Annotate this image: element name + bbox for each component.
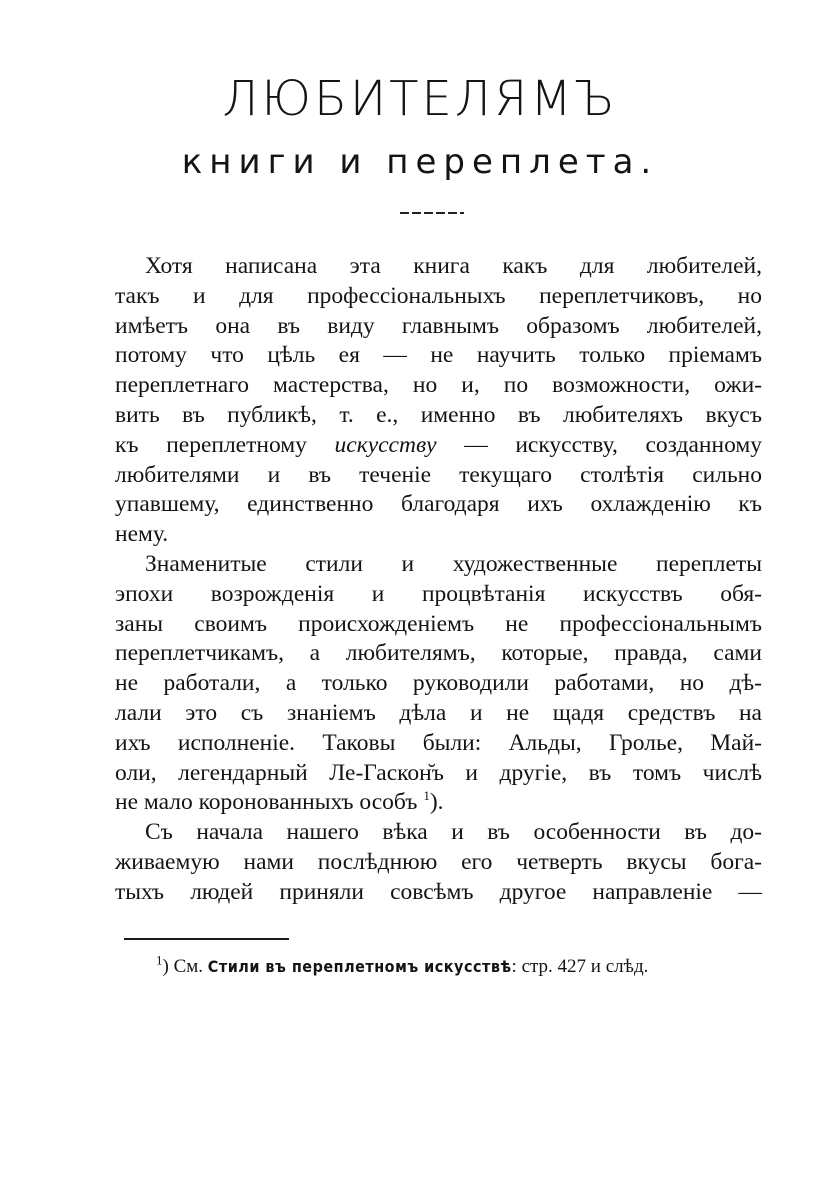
text-line-emphasis: къ переплетному искусству — искусству, созданному [115,431,762,458]
text-line: переплетчикамъ, а любителямъ, которые, правда, сами [115,640,762,667]
title-ornament-divider [400,212,464,214]
text-line: заны своимъ происхожденіемъ не профессіональнымъ [115,610,762,637]
text-line: ихъ исполненіе. Таковы были: Альды, Гролье, Май- [115,729,762,756]
text-line: нему. [115,521,169,548]
text-line: упавшему, единственно благодаря ихъ охлажденію къ [115,491,762,518]
text-line-content: не мало коронованныхъ особъ [115,789,418,816]
text-line: тыхъ людей приняли совсѣмъ другое направленіе — [115,878,762,905]
footnote-divider [124,938,289,940]
text-line-with-footnote [115,788,762,818]
paragraph-3 [115,818,762,907]
paragraph-2 [115,550,762,818]
text-line: оли, легендарный Ле-Гаскон̆ъ и другіе, въ томъ числѣ [115,759,762,786]
footnote-mark: 1 [156,952,163,968]
text-line: не работали, а только руководили работами, но дѣ- [115,670,762,697]
text-line: Съ начала нашего вѣка и въ особенности въ до- [145,819,762,846]
footnote-reference-title: Стили въ переплетномъ искусствѣ [207,957,512,976]
footnote-reference[interactable]: 1 [423,788,430,804]
footnote-suffix: : стр. 427 и слѣд. [511,956,649,977]
text-line: эпохи возрожденія и процвѣтанія искусствъ обя- [115,580,762,607]
text-line: живаемую нами послѣднюю его четверть вкусы бога- [115,848,762,875]
main-text [115,252,762,908]
emphasized-word: искусству [334,431,437,458]
footnote-prefix: ) См. [162,956,208,977]
paragraph-1 [115,252,762,550]
text-line: потому что цѣль ея — не научить только пріемамъ [115,342,762,369]
text-line: Хотя написана эта книга какъ для любителей, [145,253,762,279]
page-title: ЛЮБИТЕЛЯМЪ [222,71,618,127]
footnote [156,952,649,979]
text-line: переплетнаго мастерства, но и, по возможности, ожи- [115,372,762,399]
text-line: такъ и для профессіональныхъ переплетчиковъ, но [115,282,762,309]
text-line: любителями и въ теченіе текущаго столѣтія сильно [115,461,762,488]
text-line: имѣетъ она въ виду главнымъ образомъ любителей, [115,312,762,339]
text-line: Знаменитые стили и художественные переплеты [145,550,762,577]
text-line: вить въ публикѣ, т. е., именно въ любителяхъ вкусъ [115,401,762,428]
text-line: лали это съ знаніемъ дѣла и не щадя средствъ на [115,699,762,726]
text-line-end: ). [429,789,444,816]
page-subtitle: книги и переплета. [181,142,659,182]
